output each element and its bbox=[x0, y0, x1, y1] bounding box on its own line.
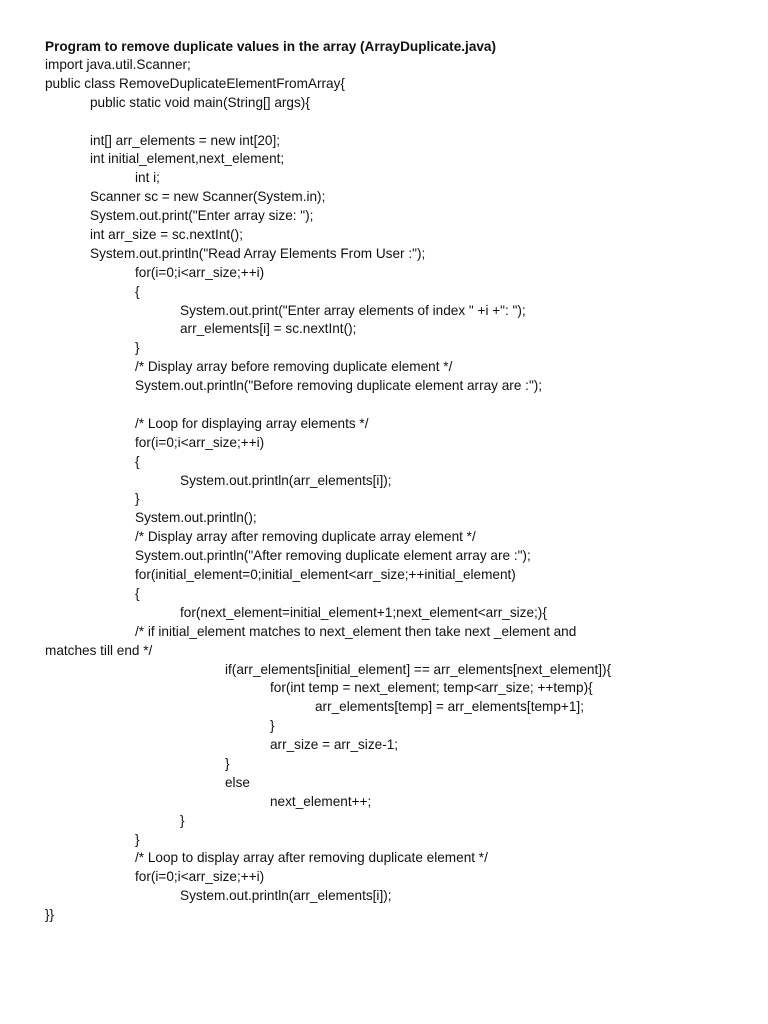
code-document bbox=[45, 37, 735, 925]
code-line: /* Display array after removing duplicate array element */ bbox=[135, 529, 476, 545]
code-line: arr_elements[i] = sc.nextInt(); bbox=[180, 321, 357, 337]
code-line: int i; bbox=[135, 170, 160, 186]
document-title: Program to remove duplicate values in the array (ArrayDuplicate.java) bbox=[45, 39, 497, 54]
code-line: System.out.print("Enter array size: "); bbox=[90, 208, 314, 224]
code-line: import java.util.Scanner; bbox=[45, 57, 191, 72]
code-line bbox=[45, 113, 735, 132]
code-line: matches till end */ bbox=[45, 642, 153, 658]
code-line: for(initial_element=0;initial_element<arr_size;++initial_element) bbox=[135, 567, 516, 583]
code-line: for(i=0;i<arr_size;++i) bbox=[135, 434, 265, 450]
code-line: } bbox=[135, 831, 140, 847]
code-line: else bbox=[225, 774, 250, 790]
code-line: /* Display array before removing duplicate element */ bbox=[135, 359, 453, 375]
code-line: } bbox=[180, 812, 185, 828]
code-line: System.out.println(arr_elements[i]); bbox=[180, 888, 392, 904]
code-line: System.out.println("Read Array Elements From User :"); bbox=[90, 245, 426, 261]
code-line: } bbox=[135, 340, 140, 356]
code-line: } bbox=[270, 718, 275, 734]
code-line: for(i=0;i<arr_size;++i) bbox=[135, 264, 265, 280]
code-line: System.out.print("Enter array elements of index " +i +": "); bbox=[180, 302, 526, 318]
code-line bbox=[45, 396, 735, 415]
code-line: System.out.println(); bbox=[135, 510, 257, 526]
code-line: if(arr_elements[initial_element] == arr_elements[next_element]){ bbox=[225, 661, 612, 677]
code-line: System.out.println(arr_elements[i]); bbox=[180, 472, 392, 488]
code-line: { bbox=[135, 585, 140, 601]
code-line: Scanner sc = new Scanner(System.in); bbox=[90, 189, 326, 205]
code-line: arr_elements[temp] = arr_elements[temp+1]; bbox=[315, 699, 584, 715]
code-line: int[] arr_elements = new int[20]; bbox=[90, 132, 281, 148]
code-line: for(int temp = next_element; temp<arr_size; ++temp){ bbox=[270, 680, 593, 696]
code-line: } bbox=[135, 491, 140, 507]
code-line: { bbox=[135, 453, 140, 469]
code-listing bbox=[45, 56, 735, 925]
code-line: System.out.println("Before removing duplicate element array are :"); bbox=[135, 378, 543, 394]
code-line: /* Loop to display array after removing duplicate element */ bbox=[135, 850, 488, 866]
code-line: /* Loop for displaying array elements */ bbox=[135, 415, 369, 431]
code-line: public static void main(String[] args){ bbox=[90, 94, 310, 110]
code-line: /* if initial_element matches to next_element then take next _element and bbox=[135, 623, 577, 639]
code-line: public class RemoveDuplicateElementFromArray{ bbox=[45, 75, 345, 91]
code-line: next_element++; bbox=[270, 793, 372, 809]
code-line: arr_size = arr_size-1; bbox=[270, 737, 399, 753]
code-line: int initial_element,next_element; bbox=[90, 151, 285, 167]
code-line: int arr_size = sc.nextInt(); bbox=[90, 227, 243, 243]
code-line: { bbox=[135, 283, 140, 299]
code-line: for(next_element=initial_element+1;next_element<arr_size;){ bbox=[180, 604, 547, 620]
code-line: }} bbox=[45, 907, 55, 923]
code-line: } bbox=[225, 755, 230, 771]
code-line: for(i=0;i<arr_size;++i) bbox=[135, 869, 265, 885]
code-line: System.out.println("After removing duplicate element array are :"); bbox=[135, 548, 531, 564]
